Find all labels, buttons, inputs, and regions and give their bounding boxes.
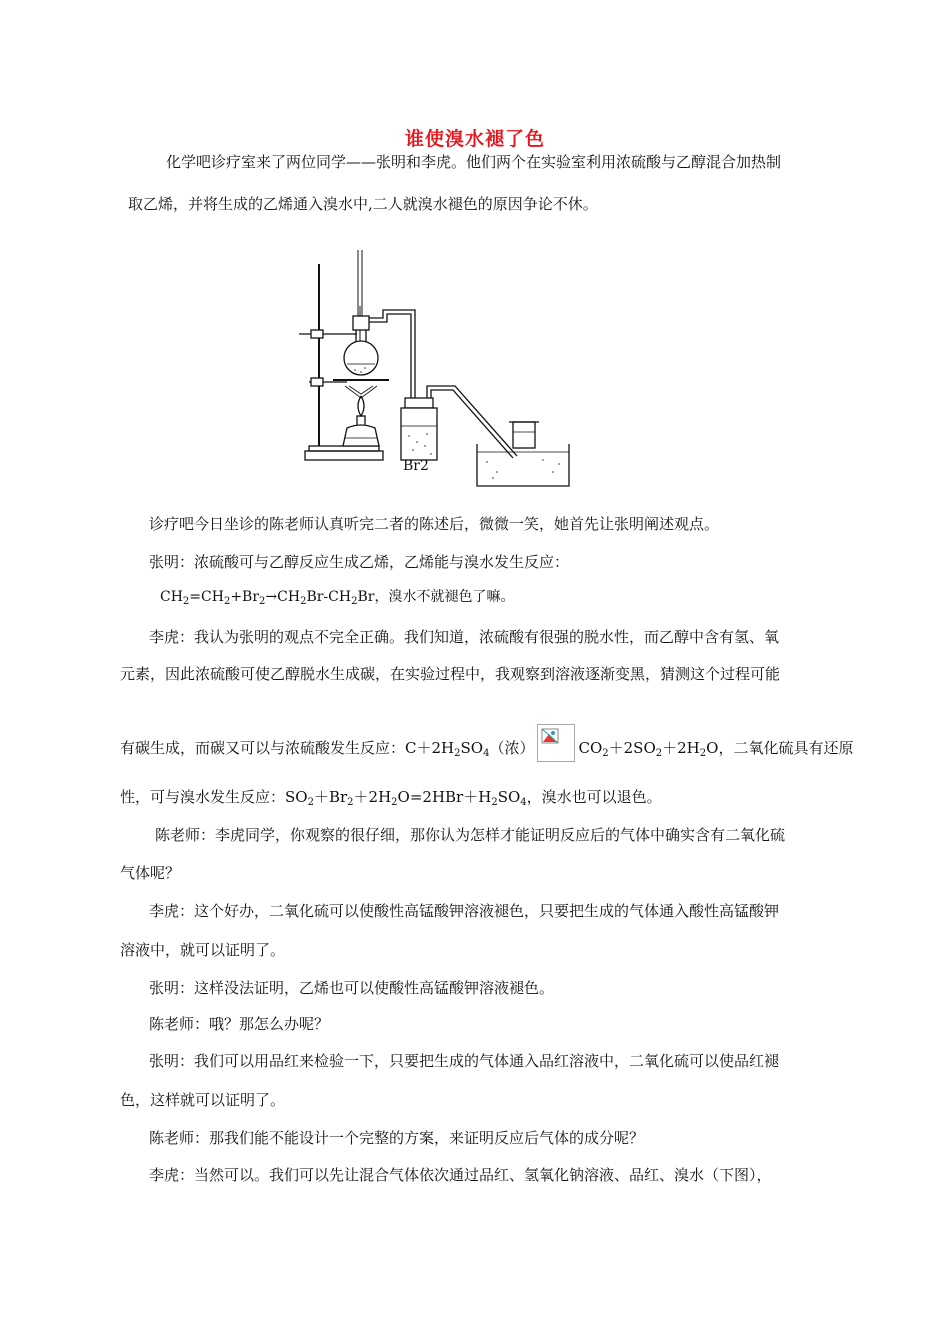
paragraph-6-line-2: 气体呢？ [120,864,181,882]
paragraph-5-line-3-prefix: 有碳生成，而碳又可以与浓硫酸发生反应： [120,739,406,757]
paragraph-6-line-1: 陈老师：李虎同学，你观察的很仔细，那你认为怎样才能证明反应后的气体中确实含有二氧化硫 [155,826,786,844]
paragraph-7-line-2: 溶液中，就可以证明了。 [120,941,286,959]
paragraph-10-line-1: 张明：我们可以用品红来检验一下，只要把生成的气体通入品红溶液中，二氧化硫可以使品红褪 [149,1052,780,1070]
paragraph-5-line-4: 性，可与溴水发生反应：$SO_2+Br_2+2H_2O=2HBr+H_2SO_4$，溴水也可以退色。 [120,788,662,808]
paragraph-10-line-2: 色，这样就可以证明了。 [120,1091,286,1109]
paragraph-intro-2: 取乙烯，并将生成的乙烯通入溴水中,二人就溴水褪色的原因争论不休。 [128,195,598,213]
paragraph-2: 诊疗吧今日坐诊的陈老师认真听完二者的陈述后，微微一笑，她首先让张明阐述观点。 [149,515,720,533]
paragraph-8: 张明：这样没法证明，乙烯也可以使酸性高锰酸钾溶液褪色。 [149,979,555,997]
paragraph-intro-1: 化学吧诊疗室来了两位同学——张明和李虎。他们两个在实验室利用浓硫酸与乙醇混合加热制 [166,153,782,171]
paragraph-5-line-2: 元素，因此浓硫酸可使乙醇脱水生成碳，在实验过程中，我观察到溶液逐渐变黑，猜测这个过程可能 [120,665,781,683]
paragraph-9: 陈老师：哦？那怎么办呢？ [149,1015,330,1033]
paragraph-5-line-4-prefix: 性，可与溴水发生反应： [120,788,286,806]
equation-ethylene-bromine: $CH_2=CH_2+Br_2\to CH_2Br-CH_2Br$，溴水不就褪色了嘛。 [160,589,515,607]
paragraph-5-line-3: 有碳生成，而碳又可以与浓硫酸发生反应：$C+2H_2SO_4$（浓） $CO_2+2SO_2+2H_2O$，二氧化硫具有还原 [120,730,853,768]
paragraph-3: 张明：浓硫酸可与乙醇反应生成乙烯，乙烯能与溴水发生反应： [149,553,570,571]
paragraph-5-line-4-suffix: ，溴水也可以退色。 [526,788,662,806]
paragraph-5-line-3-suffix: ，二氧化硫具有还原 [718,739,854,757]
paragraph-11: 陈老师：那我们能不能设计一个完整的方案，来证明反应后气体的成分呢？ [149,1129,645,1147]
paragraph-5-line-1: 李虎：我认为张明的观点不完全正确。我们知道，浓硫酸有很强的脱水性，而乙醇中含有氢、氧 [149,628,780,646]
broken-image-icon [537,724,575,762]
figure-label-br2: Br2 [403,458,429,474]
paragraph-4-suffix: ，溴水不就褪色了嘛。 [374,589,515,605]
paragraph-12: 李虎：当然可以。我们可以先让混合气体依次通过品红、氢氧化钠溶液、品红、溴水（下图）， [149,1166,772,1184]
page-title: 谁使溴水褪了色 [404,128,545,150]
paragraph-7-line-1: 李虎：这个好办，二氧化硫可以使酸性高锰酸钾溶液褪色，只要把生成的气体通入酸性高锰酸钾 [149,902,780,920]
apparatus-figure [297,246,577,491]
